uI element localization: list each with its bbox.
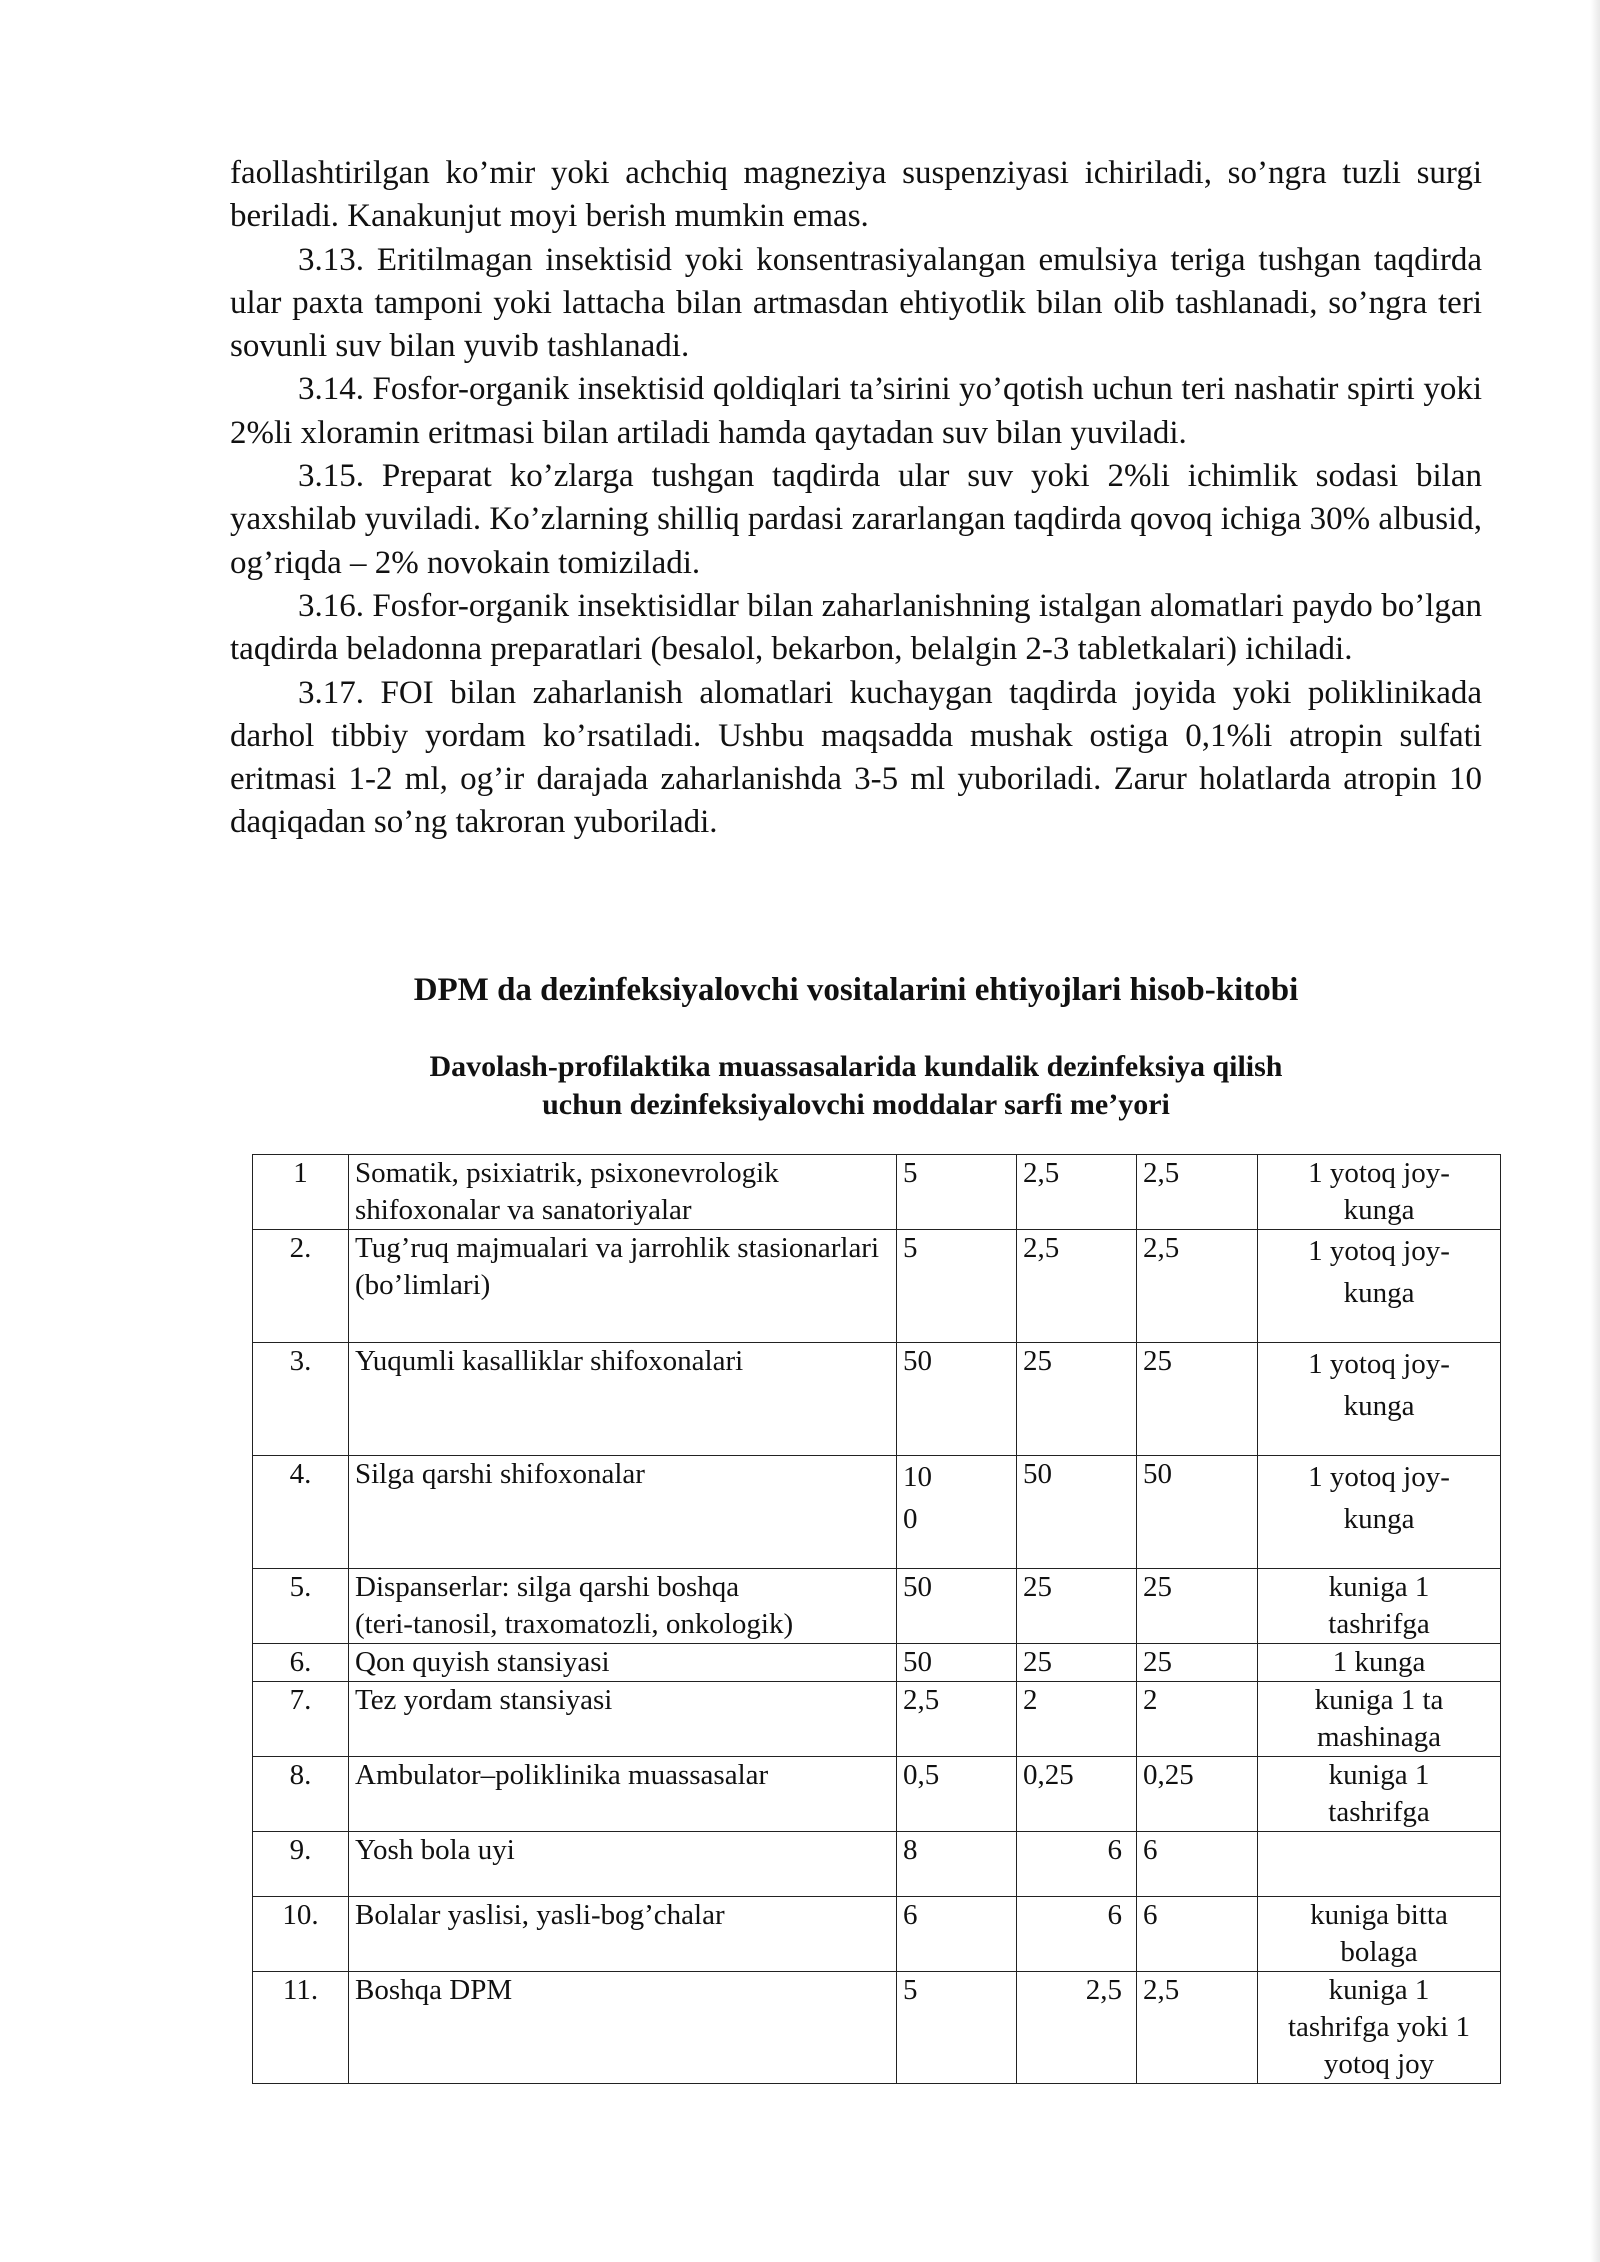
table-row [253,1832,1501,1897]
facility-name: Qon quyish stansiyasi [349,1644,897,1682]
unit-cell [1258,1832,1501,1897]
facility-name: Tez yordam stansiyasi [349,1682,897,1757]
table-row [253,1682,1501,1757]
facility-name-line: (teri-tanosil, traxomatozli, onkologik) [355,1608,794,1640]
value-cell-2: 25 [1017,1569,1137,1644]
table-row [253,1644,1501,1682]
paragraph-3-14: 3.14. Fosfor-organik insektisid qoldiqlari ta’sirini yo’qotish uchun teri nashatir spirti yoki 2%li xloramin eritmasi bilan artiladi hamda qaytadan suv bilan yuviladi. [230,371,1482,451]
paragraph-3-15: 3.15. Preparat ko’zlarga tushgan taqdirda ular suv yoki 2%li ichimlik sodasi bilan yaxshilab yuviladi. Ko’zlarning shilliq pardasi zararlangan taqdirda qovoq ichiga 30% albusid, og’riqda – 2% novokain tomiziladi. [230,458,1482,581]
value-cell-3: 25 [1137,1569,1258,1644]
row-number: 8. [253,1757,349,1832]
table-row [253,1456,1501,1569]
value-cell-2: 25 [1017,1644,1137,1682]
unit-line: kuniga 1 [1328,1571,1430,1603]
unit-cell [1258,1230,1501,1343]
value-cell-2: 25 [1017,1343,1137,1456]
unit-line: kunga [1343,1390,1415,1422]
facility-name: Bolalar yaslisi, yasli-bog’chalar [349,1897,897,1972]
value-cell-1: 2,5 [897,1682,1017,1757]
value-cell-3: 50 [1137,1456,1258,1569]
value-cell-3: 6 [1137,1897,1258,1972]
value-cell-2: 6 [1017,1832,1137,1897]
value-cell-3: 2,5 [1137,1972,1258,2084]
row-number: 1 [253,1155,349,1230]
paragraph-3-13: 3.13. Eritilmagan insektisid yoki konsentrasiyalangan emulsiya teriga tushgan taqdirda ular paxta tamponi yoki lattacha bilan artmasdan ehtiyotlik bilan olib tashlanadi, so’ngra teri sovunli suv bilan yuvib tashlanadi. [230,241,1482,365]
row-number: 4. [253,1456,349,1569]
disinfectant-norms-table [252,1154,1501,2084]
value-cell-2: 0,25 [1017,1757,1137,1832]
unit-cell [1258,1343,1501,1456]
value-cell-2: 2 [1017,1682,1137,1757]
value-cell-3: 25 [1137,1343,1258,1456]
unit-line: 1 yotoq joy- [1308,1235,1450,1267]
unit-cell [1258,1897,1501,1972]
facility-name [349,1569,897,1644]
value-cell-1: 50 [897,1343,1017,1456]
row-number: 2. [253,1230,349,1343]
facility-name: Yuqumli kasalliklar shifoxonalari [349,1343,897,1456]
value-cell-2: 50 [1017,1456,1137,1569]
value-line: 0 [903,1503,918,1535]
table-caption [330,1048,1382,1124]
unit-cell [1258,1569,1501,1644]
unit-line: kunga [1343,1277,1415,1309]
row-number: 10. [253,1897,349,1972]
value-cell-3: 25 [1137,1644,1258,1682]
page-edge-shadow [1590,0,1600,2262]
section-heading: DPM da dezinfeksiyalovchi vositalarini ehtiyojlari hisob-kitobi [413,972,1299,1008]
paragraph-continuation: faollashtirilgan ko’mir yoki achchiq magneziya suspenziyasi ichiriladi, so’ngra tuzli surgi beriladi. Kanakunjut moyi berish mumkin emas. [230,155,1482,235]
row-number: 5. [253,1569,349,1644]
unit-line: kuniga bitta [1310,1899,1448,1931]
unit-line: kuniga 1 ta [1314,1684,1444,1716]
unit-line: 1 yotoq joy- [1308,1461,1450,1493]
unit-cell [1258,1155,1501,1230]
value-cell-2: 2,5 [1017,1155,1137,1230]
row-number: 6. [253,1644,349,1682]
facility-name: Silga qarshi shifoxonalar [349,1456,897,1569]
table-caption-line-2: uchun dezinfeksiyalovchi moddalar sarfi me’yori [542,1088,1170,1121]
value-cell-1: 6 [897,1897,1017,1972]
facility-name: Tug’ruq majmualari va jarrohlik stasionarlari (bo’limlari) [349,1230,897,1343]
unit-line: tashrifga yoki 1 [1287,2011,1470,2043]
value-cell-3: 2,5 [1137,1230,1258,1343]
value-cell-2: 2,5 [1017,1972,1137,2084]
table-row [253,1230,1501,1343]
facility-name-line: Dispanserlar: silga qarshi boshqa [355,1571,740,1603]
unit-line: kuniga 1 [1328,1974,1430,2006]
value-cell-1 [897,1456,1017,1569]
paragraph-3-16: 3.16. Fosfor-organik insektisidlar bilan zaharlanishning istalgan alomatlari paydo bo’lgan taqdirda beladonna preparatlari (besalol, bekarbon, belalgin 2-3 tabletkalari) ichiladi. [230,587,1482,668]
value-cell-1: 50 [897,1644,1017,1682]
unit-line: kunga [1343,1194,1415,1226]
unit-line: kunga [1343,1503,1415,1535]
unit-line: yotoq joy [1323,2048,1435,2080]
row-number: 7. [253,1682,349,1757]
unit-line: 1 yotoq joy- [1308,1157,1450,1189]
row-number: 11. [253,1972,349,2084]
facility-name: Somatik, psixiatrik, psixonevrologik shifoxonalar va sanatoriyalar [349,1155,897,1230]
value-cell-2: 2,5 [1017,1230,1137,1343]
table-row [253,1897,1501,1972]
body-text [230,152,1482,845]
value-cell-3: 2,5 [1137,1155,1258,1230]
facility-name: Yosh bola uyi [349,1832,897,1897]
unit-line: 1 yotoq joy- [1308,1348,1450,1380]
table-row [253,1155,1501,1230]
value-cell-1: 5 [897,1155,1017,1230]
value-cell-2: 6 [1017,1897,1137,1972]
facility-name: Ambulator–poliklinika muassasalar [349,1757,897,1832]
unit-line: tashrifga [1328,1796,1430,1828]
unit-line: mashinaga [1316,1721,1441,1753]
unit-line: kuniga 1 [1328,1759,1430,1791]
value-cell-3: 2 [1137,1682,1258,1757]
unit-cell [1258,1757,1501,1832]
table-row [253,1569,1501,1644]
value-cell-1: 0,5 [897,1757,1017,1832]
value-cell-1: 8 [897,1832,1017,1897]
unit-cell [1258,1972,1501,2084]
value-cell-3: 0,25 [1137,1757,1258,1832]
row-number: 3. [253,1343,349,1456]
value-cell-3: 6 [1137,1832,1258,1897]
table-caption-line-1: Davolash-profilaktika muassasalarida kundalik dezinfeksiya qilish [429,1050,1283,1083]
table-row [253,1343,1501,1456]
unit-cell: 1 kunga [1258,1644,1501,1682]
value-line: 10 [903,1461,932,1493]
table-row [253,1757,1501,1832]
unit-line: tashrifga [1328,1608,1430,1640]
facility-name: Boshqa DPM [349,1972,897,2084]
unit-cell [1258,1682,1501,1757]
value-cell-1: 50 [897,1569,1017,1644]
value-cell-1: 5 [897,1972,1017,2084]
unit-line: bolaga [1340,1936,1418,1968]
paragraph-3-17: 3.17. FOI bilan zaharlanish alomatlari kuchaygan taqdirda joyida yoki poliklinikada darhol tibbiy yordam ko’rsatiladi. Ushbu maqsadda mushak ostiga 0,1%li atropin sulfati eritmasi 1-2 ml, og’ir darajada zaharlanishda 3-5 ml yuboriladi. Zarur holatlarda atropin 10 daqiqadan so’ng takroran yuboriladi. [230,674,1482,841]
row-number: 9. [253,1832,349,1897]
value-cell-1: 5 [897,1230,1017,1343]
table-row [253,1972,1501,2084]
unit-cell [1258,1456,1501,1569]
